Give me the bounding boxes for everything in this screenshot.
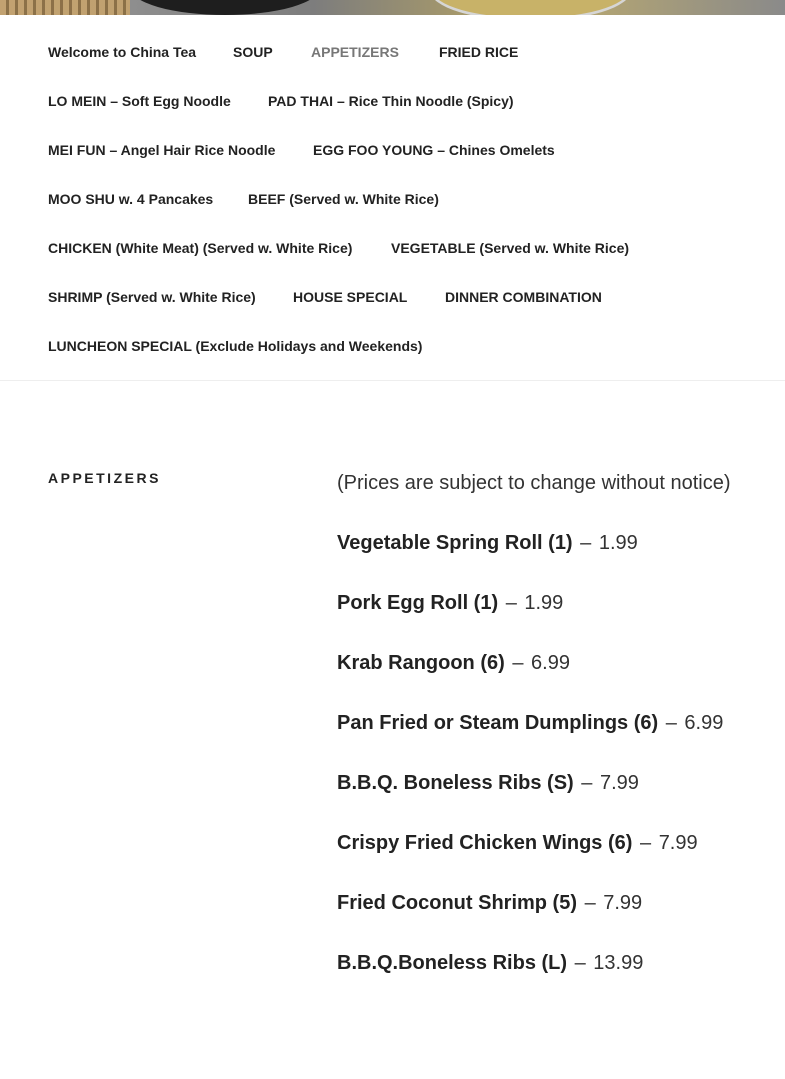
nav-moo-shu[interactable]: MOO SHU w. 4 Pancakes — [48, 191, 214, 207]
menu-item-name: Krab Rangoon (6) — [337, 652, 505, 674]
nav-appetizers[interactable]: APPETIZERS — [311, 44, 399, 60]
nav-shrimp[interactable]: SHRIMP (Served w. White Rice) — [48, 289, 256, 305]
menu-item-price: 7.99 — [603, 892, 643, 914]
menu-item-name: B.B.Q. Boneless Ribs (S) — [337, 772, 574, 794]
menu-item — [337, 528, 737, 558]
menu-item-price: 1.99 — [524, 592, 564, 614]
price-separator: – — [584, 892, 596, 914]
page-content — [337, 468, 737, 1008]
header-image — [0, 0, 785, 15]
menu-item-price: 6.99 — [531, 652, 570, 674]
nav-welcome[interactable]: Welcome to China Tea — [48, 44, 197, 60]
nav-luncheon-special[interactable]: LUNCHEON SPECIAL (Exclude Holidays and Weekends) — [48, 338, 423, 354]
nav-egg-foo-young[interactable]: EGG FOO YOUNG – Chines Omelets — [313, 142, 555, 158]
menu-item-name: Vegetable Spring Roll (1) — [337, 532, 573, 554]
menu-item-price: 7.99 — [658, 832, 698, 854]
nav-soup[interactable]: SOUP — [233, 44, 273, 60]
price-separator: – — [581, 772, 593, 794]
nav-chicken[interactable]: CHICKEN (White Meat) (Served w. White Rice) — [48, 240, 353, 256]
nav-fried-rice[interactable]: FRIED RICE — [439, 44, 519, 60]
nav-lo-mein[interactable]: LO MEIN – Soft Egg Noodle — [48, 93, 231, 109]
price-notice: (Prices are subject to change without notice) — [337, 472, 731, 494]
nav-beef[interactable]: BEEF (Served w. White Rice) — [248, 191, 439, 207]
nav-pad-thai[interactable]: PAD THAI – Rice Thin Noodle (Spicy) — [268, 93, 514, 109]
menu-item — [337, 588, 737, 618]
price-separator: – — [640, 832, 652, 854]
menu-item — [337, 828, 737, 858]
nav-vegetable[interactable]: VEGETABLE (Served w. White Rice) — [391, 240, 630, 256]
menu-item — [337, 708, 737, 738]
menu-item — [337, 768, 737, 798]
main-navigation — [0, 15, 785, 381]
menu-item — [337, 888, 737, 918]
menu-item-price: 7.99 — [599, 772, 639, 794]
menu-item — [337, 948, 737, 978]
price-separator: – — [665, 712, 677, 734]
menu-item-price: 13.99 — [593, 952, 644, 974]
menu-item-name: B.B.Q.Boneless Ribs (L) — [337, 952, 568, 974]
price-separator: – — [505, 592, 517, 614]
bamboo-mat-image — [0, 0, 130, 15]
nav-house-special[interactable]: HOUSE SPECIAL — [293, 289, 408, 305]
menu-item-price: 1.99 — [598, 532, 638, 554]
nav-dinner-combination[interactable]: DINNER COMBINATION — [445, 289, 602, 305]
price-separator: – — [580, 532, 592, 554]
menu-item-name: Crispy Fried Chicken Wings (6) — [337, 832, 633, 854]
menu-item-name: Fried Coconut Shrimp (5) — [337, 892, 577, 914]
menu-item-name: Pork Egg Roll (1) — [337, 592, 499, 614]
menu-item — [337, 648, 737, 678]
price-separator: – — [574, 952, 586, 974]
menu-item-price: 6.99 — [684, 712, 724, 734]
dark-bowl-image — [130, 0, 320, 15]
page-title: APPETIZERS — [48, 470, 161, 486]
menu-item-name: Pan Fried or Steam Dumplings (6) — [337, 712, 659, 734]
nav-mei-fun[interactable]: MEI FUN – Angel Hair Rice Noodle — [48, 142, 276, 158]
soup-bowl-image — [430, 0, 631, 15]
price-separator: – — [512, 652, 524, 674]
